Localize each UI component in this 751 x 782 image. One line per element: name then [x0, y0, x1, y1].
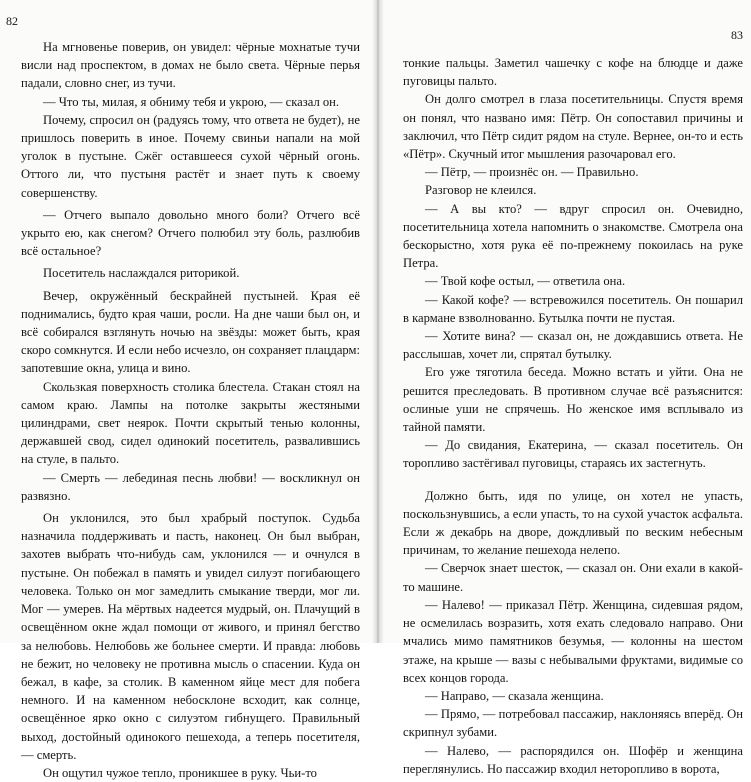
paragraph: — Налево, — распорядился он. Шофёр и женщина переглянулись. Но пассажир входил неторопливо в ворота, [403, 743, 743, 776]
paragraph: Почему, спросил он (радуясь тому, что ответа не будет), не пришлось поверить в иное. Почему свиньи напали на мой уголок в пустыне. Сжёг оставшееся сухой чёрный огонь. Оттого ли, что пустыня растёт и знает путь к своему совершенству. [21, 112, 360, 200]
page-text [403, 54, 743, 778]
paragraph: Его уже тяготила беседа. Можно встать и уйти. Она не решится преследовать. В противном случае всё разъяснится: ослиные уши не спрячешь. Но женское имя всплывало из тайной памяти. [403, 365, 743, 435]
paragraph: — Хотите вина? — сказал он, не дождавшись ответа. Не расслышав, хочет ли, спрятал бутылку. [403, 329, 743, 362]
page-text [21, 38, 360, 782]
left-page [0, 0, 374, 780]
paragraph: — Твой кофе остыл, — ответила она. [425, 274, 626, 289]
paragraph: Разговор не клеился. [425, 183, 537, 198]
paragraph: тонкие пальцы. Заметил чашечку с кофе на блюдце и даже пуговицы пальто. [403, 56, 743, 89]
paragraph: — А вы кто? — вдруг спросил он. Очевидно, посетительница хотела напомнить о знакомстве. Смотрела она бескорыстно, хотя рука её по-прежнему покоилась на руке Петра. [403, 201, 743, 271]
paragraph: — Какой кофе? — встревожился посетитель. Он пошарил в кармане взволнованно. Бутылка почти не пустая. [403, 292, 743, 325]
paragraph: — Прямо, — потребовал пассажир, наклоняясь вперёд. Он скрипнул зубами. [403, 707, 743, 740]
paragraph: — До свидания, Екатерина, — сказал посетитель. Он торопливо застёгивал пуговицы, стараясь их застегнуть. [403, 438, 743, 471]
paragraph: — Что ты, милая, я обниму тебя и укрою, — сказал он. [43, 94, 340, 109]
right-page [382, 0, 751, 776]
paragraph: — Направо, — сказала женщина. [425, 688, 604, 703]
paragraph: Скользкая поверхность столика блестела. Стакан стоял на самом краю. Лампы на потолке закрыты жестяными цилиндрами, свет неярок. Почти скрытый тенью колонны, державшей свод, сидел одинокий посетитель, развалившись на стуле, в пальто. [21, 379, 360, 467]
paragraph: Он уклонился, это был храбрый поступок. Судьба назначила поддерживать и пасть, наконец. Он был выбран, захотев выбрать что-нибудь сам, уклонился — и очнулся в пустыне. Он побежал в память и увидел силуэт погибающего человека. Только он мог замедлить смыкание тверди, мог ли. Мог — умерев. На мёртвых надеется мудрый, он. Плачущий в освещённом окне ждал помощи от живого, и принял бегство за нелюбовь. Нелюбовь же больнее смерти. И правда: любовь не бежит, но человеку не противна мысль о спасении. Куда он бежал, в кафе, за столик. В каменном яйце мест для побега немного. И на каменном небосклоне всходит, как солнце, освещённое ярко окно с силуэтом гибнущего. Правильный выход, достойный одинокого пешехода, а теперь посетителя, — смерть. [21, 511, 360, 762]
paragraph: Посетитель наслаждался риторикой. [43, 266, 240, 281]
page-number: 82 [6, 14, 18, 28]
paragraph: Он ощутил чужое тепло, проникшее в руку. Чьи-то [43, 765, 317, 780]
paragraph: Он долго смотрел в глаза посетительницы. Спустя время он понял, что названо имя: Пётр. Он сопоставил причины и заключил, что Пётр сидит рядом на стуле. Вернее, он-то и есть «Пётр». Скучный итог мышления разочаровал его. [403, 92, 743, 162]
paragraph: Вечер, окружённый бескрайней пустыней. Края её поднимались, будто края чаши, росли. На дне чаши был он, и всё собирался взглянуть ночью на звёзды: может быть, края скоро сомкнутся. И если небо исчезло, он сохраняет плацдарм: запотевшие окна, улица и вино. [21, 288, 360, 376]
paragraph: — Смерть — лебединая песнь любви! — воскликнул он развязно. [21, 470, 360, 503]
paragraph: На мгновенье поверив, он увидел: чёрные мохнатые тучи висли над проспектом, в домах не было света. Чёрные перья падали, словно снег, из тучи. [21, 40, 360, 91]
page-number: 83 [731, 28, 743, 42]
paragraph: Должно быть, идя по улице, он хотел не упасть, поскользнувшись, а если упасть, то на сухой участок асфальта. Если ж декабрь на дворе, дождливый по веским небесным причинам, то желание пешехода нелепо. [403, 488, 743, 558]
paragraph: — Налево! — приказал Пётр. Женщина, сидевшая рядом, не осмелилась возразить, хотя ехать следовало направо. Они мчались мимо памятников безумья, — колонны на шестом этаже, на крыше — вазы с небывалыми фруктами, видимые со всех концов города. [403, 597, 743, 685]
paragraph: — Пётр, — произнёс он. — Правильно. [425, 165, 639, 180]
paragraph: — Сверчок знает шесток, — сказал он. Они ехали в какой-то машине. [403, 561, 743, 594]
paragraph: — Отчего выпало довольно много боли? Отчего всё укрыто ею, как снегом? Отчего полюбил эту боль, разлюбив всё остальное? [21, 207, 360, 259]
